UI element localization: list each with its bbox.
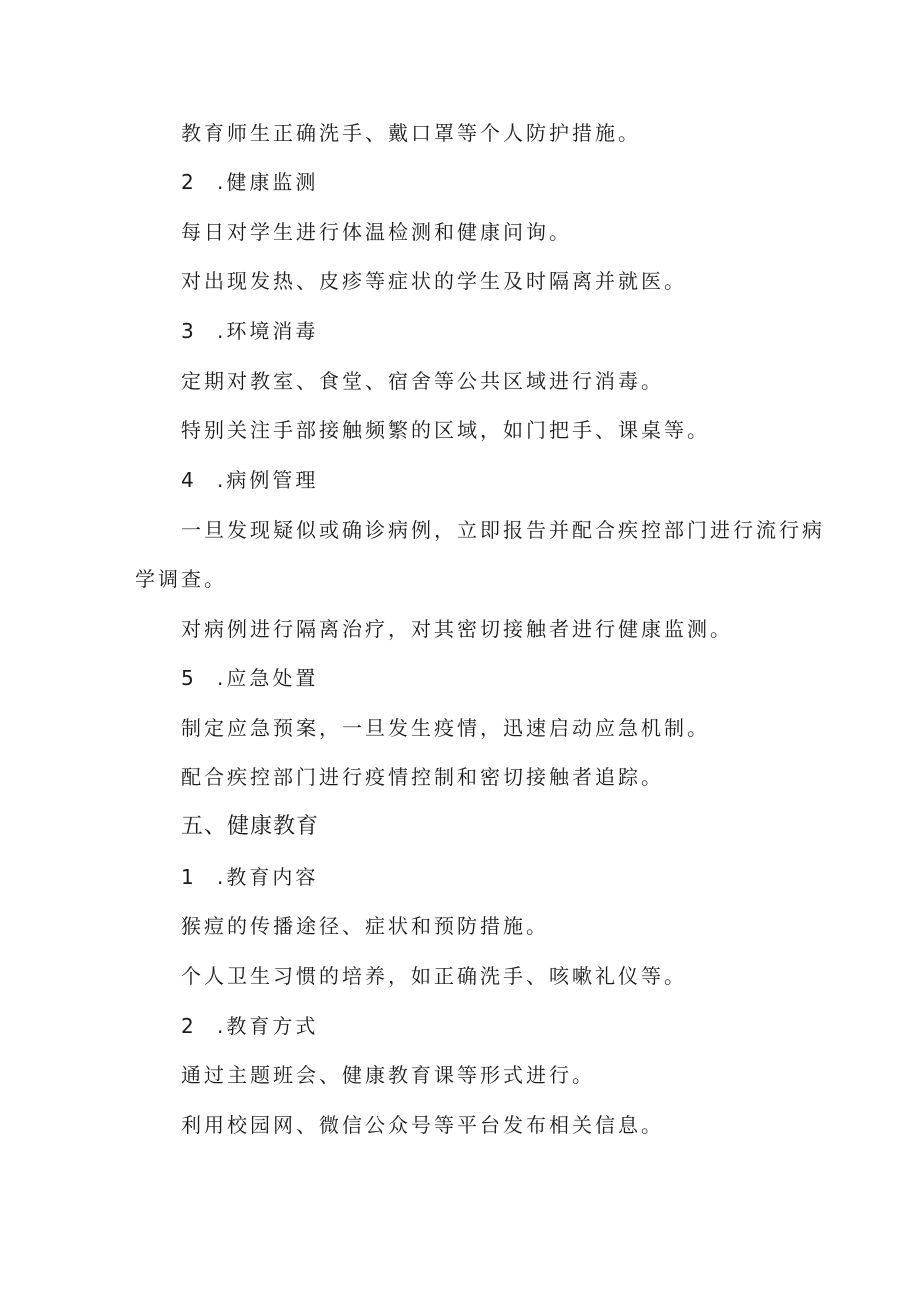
section-title: 环境消毒 [226, 319, 319, 343]
paragraph-text: 猴痘的传播途径、症状和预防措施。 [181, 914, 549, 938]
section-heading [181, 319, 318, 343]
dot-separator: . [217, 170, 227, 194]
section-heading [181, 1014, 318, 1038]
paragraph [181, 269, 687, 293]
section-number: 2 [181, 1014, 194, 1038]
paragraph-text: 每日对学生进行体温检测和健康问询。 [181, 220, 572, 244]
paragraph-text: 定期对教室、食堂、宿舍等公共区域进行消毒。 [181, 369, 664, 393]
section-number: 2 [181, 170, 194, 194]
paragraph-text: 利用校园网、微信公众号等平台发布相关信息。 [181, 1113, 664, 1137]
paragraph [181, 1063, 595, 1087]
paragraph-text: 特别关注手部接触频繁的区域，如门把手、课桌等。 [181, 418, 710, 442]
section-title: 教育内容 [226, 865, 319, 889]
paragraph [181, 518, 825, 542]
paragraph-text: 制定应急预案，一旦发生疫情，迅速启动应急机制。 [181, 716, 710, 740]
dot-separator: . [217, 319, 227, 343]
section-title: 病例管理 [226, 468, 319, 492]
section-title: 应急处置 [226, 666, 319, 690]
paragraph-text: 一旦发现疑似或确诊病例，立即报告并配合疾控部门进行流行病 [181, 518, 825, 542]
paragraph [181, 369, 664, 393]
chapter-title: 五、健康教育 [181, 814, 320, 839]
paragraph [181, 617, 733, 641]
paragraph-text: 教育师生正确洗手、戴口罩等个人防护措施。 [181, 121, 641, 145]
dot-separator: . [217, 468, 227, 492]
paragraph [181, 914, 549, 938]
section-number: 3 [181, 319, 194, 343]
section-number: 5 [181, 666, 194, 690]
chapter-heading [181, 815, 319, 839]
section-title: 健康监测 [226, 170, 319, 194]
section-heading [181, 666, 318, 690]
paragraph [181, 964, 687, 988]
paragraph [181, 765, 664, 789]
paragraph-text: 配合疾控部门进行疫情控制和密切接触者追踪。 [181, 765, 664, 789]
dot-separator: . [217, 1014, 227, 1038]
section-number: 4 [181, 468, 194, 492]
paragraph-continuation [135, 567, 227, 591]
dot-separator: . [217, 666, 227, 690]
section-title: 教育方式 [226, 1014, 319, 1038]
paragraph [181, 716, 710, 740]
section-heading [181, 468, 318, 492]
dot-separator: . [217, 865, 227, 889]
section-heading [181, 865, 318, 889]
paragraph [181, 418, 710, 442]
paragraph [181, 121, 641, 145]
paragraph [181, 220, 572, 244]
paragraph [181, 1113, 664, 1137]
section-number: 1 [181, 865, 194, 889]
paragraph-text: 对出现发热、皮疹等症状的学生及时隔离并就医。 [181, 269, 687, 293]
paragraph-text: 对病例进行隔离治疗，对其密切接触者进行健康监测。 [181, 617, 733, 641]
paragraph-text: 个人卫生习惯的培养，如正确洗手、咳嗽礼仪等。 [181, 964, 687, 988]
section-heading [181, 170, 318, 194]
paragraph-text: 学调查。 [135, 567, 227, 591]
paragraph-text: 通过主题班会、健康教育课等形式进行。 [181, 1063, 595, 1087]
